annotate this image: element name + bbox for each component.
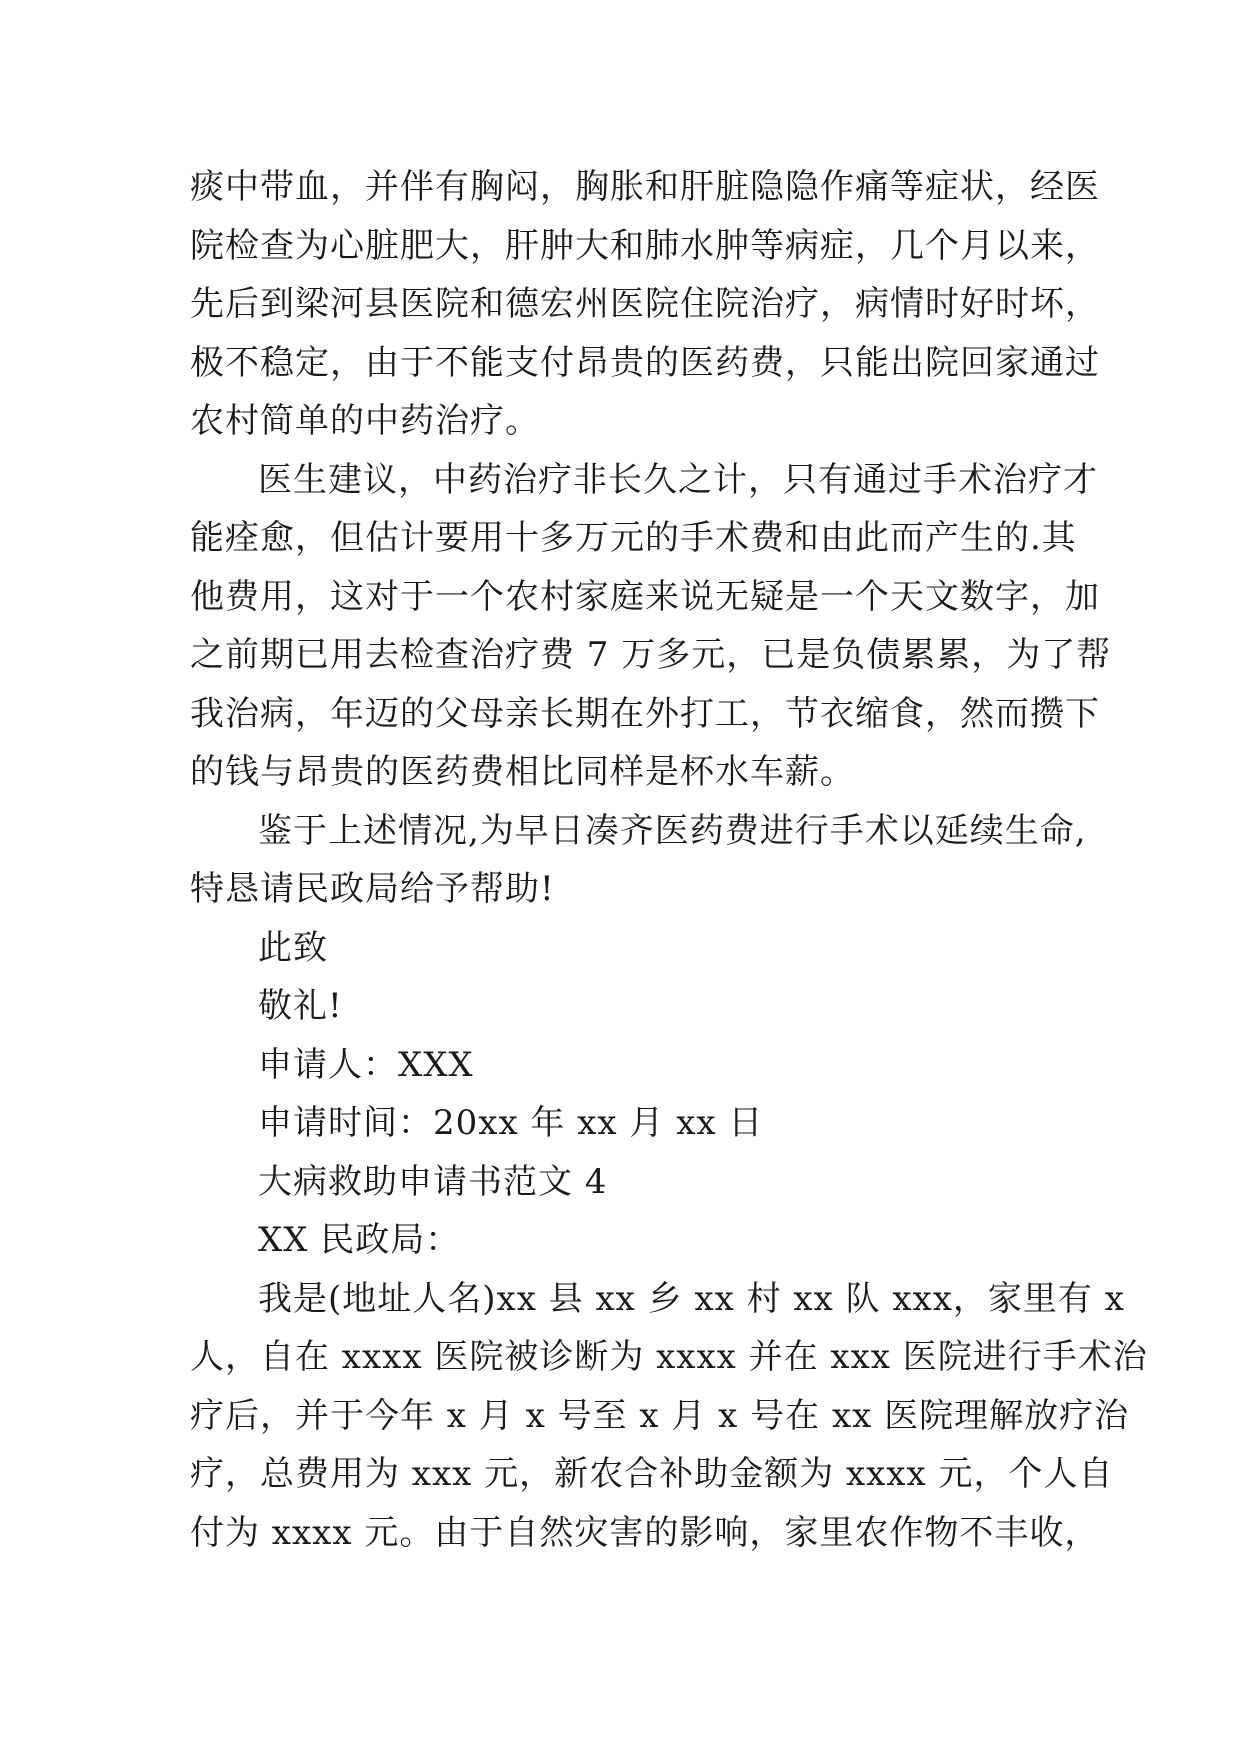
text-line: 疗，总费用为 xxx 元，新农合补助金额为 xxxx 元，个人自	[190, 1454, 1114, 1494]
text-line: 鉴于上述情况,为早日凑齐医药费进行手术以延续生命,	[258, 810, 1087, 851]
text-line: 我是(地址人名)xx 县 xx 乡 xx 村 xx 队 xxx，家里有 x	[258, 1278, 1125, 1319]
text-line: 极不稳定，由于不能支付昂贵的医药费，只能出院回家通过	[190, 342, 1100, 383]
text-line: 痰中带血，并伴有胸闷，胸胀和肝脏隐隐作痛等症状，经医	[190, 167, 1100, 207]
text-line: 医生建议，中药治疗非长久之计，只有通过手术治疗才	[258, 459, 1098, 500]
text-line: 院检查为心脏肥大，肝肿大和肺水肿等病症，几个月以来，	[190, 225, 1100, 266]
text-line: 人，自在 xxxx 医院被诊断为 xxxx 并在 xxx 医院进行手术治	[190, 1337, 1148, 1377]
recipient: XX 民政局：	[258, 1220, 461, 1260]
text-line: 能痊愈，但估计要用十多万元的手术费和由此而产生的.其	[190, 518, 1077, 558]
text-line: 疗后，并于今年 x 月 x 号至 x 月 x 号在 xx 医院理解放疗治	[190, 1395, 1130, 1436]
applicant-name: 申请人：XXX	[258, 1044, 474, 1085]
text-line: 他费用，这对于一个农村家庭来说无疑是一个天文数字，加	[190, 576, 1100, 617]
section-title: 大病救助申请书范文 4	[258, 1161, 608, 1202]
text-line: 先后到梁河县医院和德宏州医院住院治疗，病情时好时坏，	[190, 284, 1100, 324]
closing-regards: 敬礼!	[258, 986, 343, 1026]
document-body	[190, 158, 1148, 1562]
text-line: 我治病，年迈的父母亲长期在外打工，节衣缩食，然而攒下	[190, 693, 1100, 734]
closing-salutation: 此致	[258, 927, 328, 968]
application-date: 申请时间：20xx 年 xx 月 xx 日	[258, 1103, 764, 1143]
text-line: 之前期已用去检查治疗费 7 万多元，已是负债累累，为了帮	[190, 635, 1112, 675]
text-line: 特恳请民政局给予帮助!	[190, 869, 555, 909]
text-line: 的钱与昂贵的医药费相比同样是杯水车薪。	[190, 752, 855, 792]
text-line: 农村简单的中药治疗。	[190, 401, 540, 441]
text-line: 付为 xxxx 元。由于自然灾害的影响，家里农作物不丰收，	[190, 1512, 1100, 1553]
